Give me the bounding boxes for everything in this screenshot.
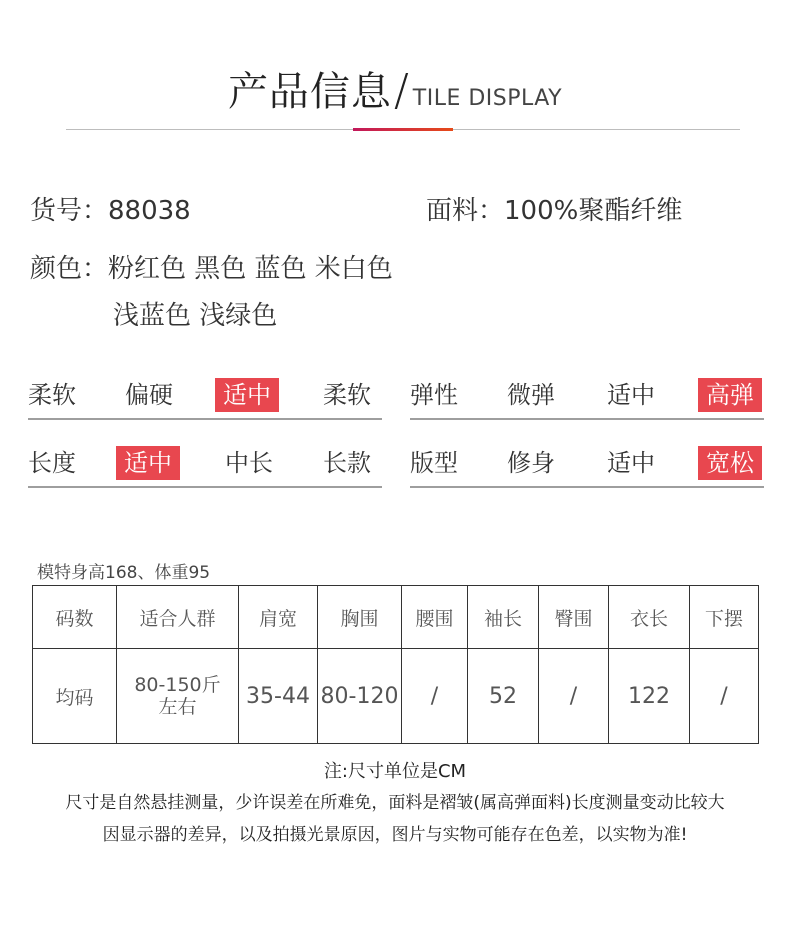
- colors-line-2: 浅蓝色 浅绿色: [113, 301, 278, 331]
- header-cell: 适合人群: [117, 586, 239, 649]
- scale-option: 适中: [607, 449, 655, 477]
- scale-option: 偏硬: [125, 381, 173, 409]
- title-divider-accent: [353, 128, 453, 131]
- scale-option: 中长: [225, 449, 273, 477]
- fabric: 面料：100%聚酯纤维: [426, 196, 683, 226]
- scale-fit: [410, 440, 764, 488]
- header-cell: 臀围: [539, 586, 609, 649]
- table-cell: /: [402, 649, 468, 744]
- scale-option: 柔软: [323, 381, 371, 409]
- scale-option-selected: 高弹: [698, 378, 762, 412]
- title-chinese: 产品信息: [227, 69, 392, 115]
- scale-option: 适中: [607, 381, 655, 409]
- measurement-note: 尺寸是自然悬挂测量，少许误差在所难免，面料是褶皱(属高弹面料)长度测量变动比较大: [65, 793, 725, 813]
- scale-option: 修身: [507, 449, 555, 477]
- size-table: [32, 585, 759, 744]
- header-cell: 衣长: [609, 586, 690, 649]
- model-note: 模特身高168、体重95: [37, 563, 211, 583]
- colors-line-1: 颜色：粉红色 黑色 蓝色 米白色: [30, 254, 393, 284]
- scale-length: [28, 440, 382, 488]
- color-disclaimer: 因显示器的差异，以及拍摄光景原因，图片与实物可能存在色差，以实物为准!: [102, 825, 688, 845]
- table-cell: /: [539, 649, 609, 744]
- scale-option-selected: 宽松: [698, 446, 762, 480]
- table-header-row: [33, 586, 759, 649]
- table-cell: /: [690, 649, 759, 744]
- scale-option-selected: 适中: [215, 378, 279, 412]
- table-cell: 122: [609, 649, 690, 744]
- header-cell: 下摆: [690, 586, 759, 649]
- table-row: [33, 649, 759, 744]
- item-number: 货号：88038: [30, 196, 191, 226]
- unit-note: 注:尺寸单位是CM: [323, 761, 467, 782]
- scale-option: 长款: [323, 449, 371, 477]
- scale-softness: [28, 372, 382, 420]
- scale-label: 版型: [410, 449, 458, 477]
- scale-elasticity: [410, 372, 764, 420]
- table-cell: 80-150斤 左右: [117, 649, 239, 744]
- header-cell: 胸围: [318, 586, 402, 649]
- header-cell: 袖长: [468, 586, 539, 649]
- table-cell: 52: [468, 649, 539, 744]
- title-slash: /: [393, 65, 409, 116]
- title-english: TILE DISPLAY: [412, 86, 563, 111]
- header-cell: 码数: [33, 586, 117, 649]
- scale-label: 长度: [28, 449, 76, 477]
- header-cell: 肩宽: [239, 586, 318, 649]
- scale-label: 柔软: [28, 381, 76, 409]
- scale-label: 弹性: [410, 381, 458, 409]
- table-cell: 80-120: [318, 649, 402, 744]
- table-cell: 均码: [33, 649, 117, 744]
- table-cell: 35-44: [239, 649, 318, 744]
- scale-option-selected: 适中: [116, 446, 180, 480]
- page-title: [0, 60, 790, 117]
- header-cell: 腰围: [402, 586, 468, 649]
- scale-option: 微弹: [507, 381, 555, 409]
